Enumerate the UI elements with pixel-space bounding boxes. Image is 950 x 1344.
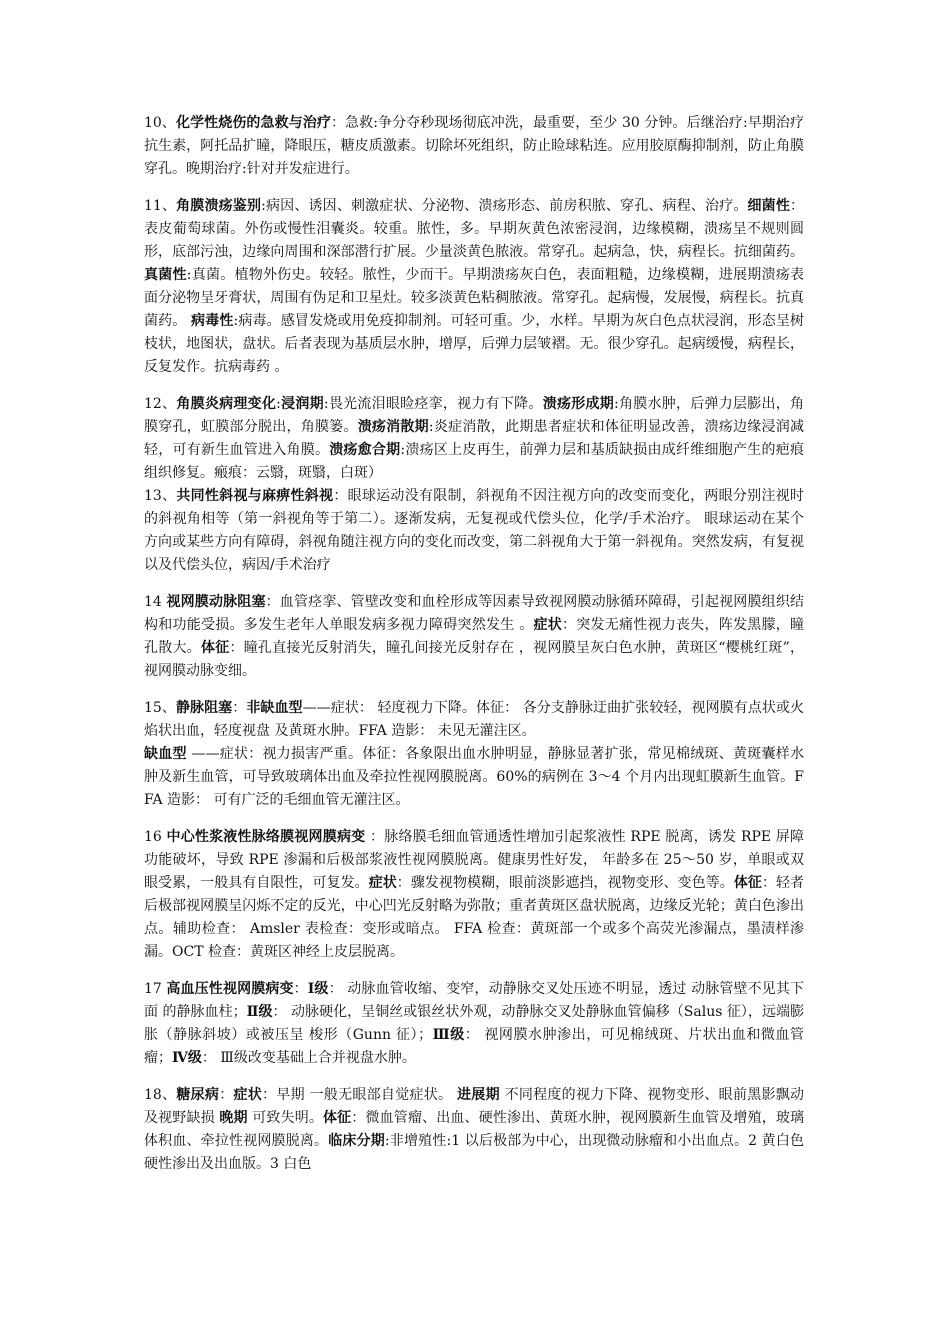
text-run: 14 — [144, 594, 167, 610]
bold-term: 化学性烧伤的急救与治疗 — [176, 115, 331, 131]
text-run: 不同程度的视力下降、视物变形、眼前黑影飘动及视野缺损 — [144, 1087, 805, 1126]
text-run: :角膜水肿，后弹力层膨出，角膜穿孔，虹膜部分脱出，角膜篓。 — [144, 396, 805, 435]
document-page — [144, 112, 804, 1190]
text-run: :病因、诱因、刺激症状、分泌物、溃疡形态、前房积脓、穿孔、病程、治疗。 — [261, 198, 748, 214]
bold-term: 静脉阻塞 — [175, 700, 233, 716]
text-run: : — [276, 396, 281, 412]
text-run: 13、 — [144, 488, 177, 504]
bold-term: 高血压性视网膜病变 — [166, 981, 294, 997]
bold-term: 症状 — [233, 1087, 263, 1103]
bold-term: 真菌性 — [144, 267, 187, 283]
bold-term: 体征 — [200, 640, 230, 656]
text-run: :炎症消散，此期患者症状和体征明显改善，溃疡边缘浸润减轻，可有新生血管进入角膜。 — [144, 419, 805, 458]
text-run: ：突发无痛性视力丧失，阵发黑朦，瞳孔散大。 — [144, 617, 805, 656]
bold-term: 体征 — [733, 875, 762, 891]
text-run: ：眼球运动没有限制，斜视角不因注视方向的改变而变化，两眼分别注视时的斜视角相等（第一斜视角等于第二）。逐渐发病，无复视或代偿头位，化学/手术治疗。 眼球运动在某个方向或某些方向有障碍，斜视角随注视方向的变化而改变，第二斜视角大于第一斜视角。突然发病，有复视以及代偿头位，病因/手术治疗 — [144, 488, 804, 573]
bold-term: 视网膜动脉阻塞 — [166, 594, 266, 610]
bold-term: 症状 — [368, 875, 397, 891]
bold-term: 非缺血型 — [246, 700, 303, 716]
paragraph-p12 — [144, 393, 804, 485]
text-run: ： 动脉血管收缩、变窄，动静脉交叉处压迹不明显，透过 动脉管壁不见其下面 的静脉血柱； — [144, 981, 805, 1020]
bold-term: 溃疡愈合期 — [329, 442, 401, 458]
bold-term: 临床分期 — [328, 1133, 385, 1149]
text-run: ：表皮葡萄球菌。外伤或慢性泪囊炎。较重。脓性，多。早期灰黄色浓密浸润，边缘模糊，溃疡呈不规则圆形，底部污浊，边缘向周围和深部潜行扩展。少量淡黄色脓液。常穿孔。起病急，快，病程长。抗细菌药。 — [144, 198, 805, 260]
bold-term: 浸润期 — [280, 396, 324, 412]
bold-term: 缺血型 — [144, 746, 187, 762]
text-run: ： — [219, 1087, 234, 1103]
paragraph-p16 — [144, 826, 804, 964]
paragraph-p14 — [144, 591, 804, 683]
bold-term: 角膜溃疡鉴别 — [176, 198, 262, 214]
text-run: ——症状：视力损害严重。体征：各象限出血水肿明显，静脉显著扩张，常见棉绒斑、黄斑囊样水肿及新生血管，可导致玻璃体出血及牵拉性视网膜脱离。60%的病例在 3～4 个月内出现虹膜新生血管。FFA 造影： 可有广泛的毛细血管无灌注区。 — [144, 746, 805, 808]
bold-term: 糖尿病 — [176, 1087, 220, 1103]
text-run: 12、 — [144, 396, 177, 412]
paragraph-p13 — [144, 485, 804, 577]
text-run: ：脉络膜毛细血管通透性增加引起浆液性 RPE 脱离，诱发 RPE 屏障功能破坏，导致 RPE 渗漏和后极部浆液性视网膜脱离。健康男性好发， 年龄多在 25～50 岁，单眼或双眼受累，一般具有自限性，可复发。 — [144, 829, 805, 891]
text-run: ： 视网膜水肿渗出，可见棉绒斑、片状出血和微血管瘤； — [144, 1027, 804, 1066]
text-run: :非增殖性:1 以后极部为中心，出现微动脉瘤和小出血点。2 黄白色硬性渗出及出血版。3 白色 — [144, 1133, 804, 1172]
bold-term: 症状 — [533, 617, 562, 633]
text-run: :病毒。感冒发烧或用免疫抑制剂。可轻可重。少，水样。早期为灰白色点状浸润，形态呈树枝状，地图状，盘状。后者表现为基质层水肿，增厚，后弹力层皱褶。无。很少穿孔。起病缓慢，病程长，反复发作。抗病毒药 。 — [144, 313, 804, 375]
paragraph-p17 — [144, 978, 804, 1070]
text-run: 11、 — [144, 198, 177, 214]
bold-term: 中心性浆液性脉络膜视网膜病变 — [166, 829, 366, 845]
text-run: ： — [293, 981, 308, 997]
text-run: 18、 — [144, 1087, 177, 1103]
bold-term: 进展期 — [457, 1087, 500, 1103]
text-run: 15、 — [144, 700, 176, 716]
text-run: ： 动脉硬化，呈铜丝或银丝状外观，动静脉交叉处静脉血管偏移（Salus 征），远端膨胀（静脉斜坡）或被压呈 梭形（Gunn 征）； — [144, 1004, 804, 1043]
text-run: :真菌。植物外伤史。较轻。脓性，少而干。早期溃疡灰白色，表面粗糙，边缘模糊，进展期溃疡表面分泌物呈牙膏状，周围有伪足和卫星灶。较多淡黄色粘稠脓液。常穿孔。起病慢，发展慢，病程长。抗真菌药。 — [144, 267, 805, 329]
bold-term: 病毒性 — [191, 313, 234, 329]
text-run: :溃疡区上皮再生，前弹力层和基质缺损由成纤维细胞产生的疤痕组织修复。瘢痕：云翳，斑翳，白斑） — [144, 442, 805, 481]
text-run: 17 — [144, 981, 167, 997]
text-run: ： Ⅲ级改变基础上合并视盘水肿。 — [201, 1050, 416, 1066]
text-run: ：急救:争分夺秒现场彻底冲洗，最重要，至少 30 分钟。后继治疗:早期治疗抗生素，阿托品扩瞳，降眼压，糖皮质激素。切除坏死组织，防止睑球粘连。应用胶原酶抑制剂，防止角膜穿孔。晚期治疗:针对并发症进行。 — [144, 115, 805, 177]
text-run: 可致失明。 — [247, 1110, 324, 1126]
text-run: 16 — [144, 829, 167, 845]
text-run: ：轻者后极部视网膜呈闪烁不定的反光，中心凹光反射略为弥散；重者黄斑区盘状脱离，边缘反光轮；黄白色渗出点。辅助检查： Amsler 表检查：变形或暗点。 FFA 检查：黄斑部一个或多个高荧光渗漏点，墨渍样渗漏。OCT 检查：黄斑区神经上皮层脱离。 — [144, 875, 805, 960]
paragraph-p15 — [144, 697, 804, 812]
text-run: ：骤发视物模糊，眼前淡影遮挡，视物变形、变色等。 — [396, 875, 734, 891]
text-run: ：早期 一般无眼部自觉症状。 — [262, 1087, 458, 1103]
bold-term: 角膜炎病理变化 — [176, 396, 277, 412]
bold-term: Ⅳ级 — [172, 1050, 202, 1066]
bold-term: 细菌性 — [747, 198, 791, 214]
bold-term: 溃疡消散期 — [357, 419, 429, 435]
bold-term: Ⅱ级 — [246, 1004, 273, 1020]
bold-term: 共同性斜视与麻痹性斜视 — [176, 488, 334, 504]
text-run: :畏光流泪眼睑痉挛，视力有下降。 — [323, 396, 543, 412]
text-run: ：微血管瘤、出血、硬性渗出、黄斑水肿，视网膜新生血管及增殖，玻璃体积血、牵拉性视网膜脱离。 — [144, 1110, 805, 1149]
text-run: ： — [232, 700, 247, 716]
text-run: ：血管痉挛、管壁改变和血栓形成等因素导致视网膜动脉循环障碍，引起视网膜组织结构和功能受损。多发生老年人单眼发病多视力障碍突然发生 。 — [144, 594, 804, 633]
text-run: ：瞳孔直接光反射消失，瞳孔间接光反射存在 ，视网膜呈灰白色水肿，黄斑区“樱桃红斑”，视网膜动脉变细。 — [144, 640, 805, 679]
text-run: 10、 — [144, 115, 176, 131]
paragraph-p11 — [144, 195, 804, 379]
bold-term: 晚期 — [219, 1110, 248, 1126]
bold-term: Ⅲ级 — [432, 1027, 465, 1043]
paragraph-p18 — [144, 1084, 804, 1176]
bold-term: 溃疡形成期 — [542, 396, 614, 412]
paragraph-p10 — [144, 112, 804, 181]
bold-term: 体征 — [323, 1110, 352, 1126]
text-run: ——症状： 轻度视力下降。体征： 各分支静脉迂曲扩张较轻，视网膜有点状或火焰状出血，轻度视盘 及黄斑水肿。FFA 造影： 未见无灌注区。 — [144, 700, 805, 739]
bold-term: Ⅰ级 — [307, 981, 329, 997]
